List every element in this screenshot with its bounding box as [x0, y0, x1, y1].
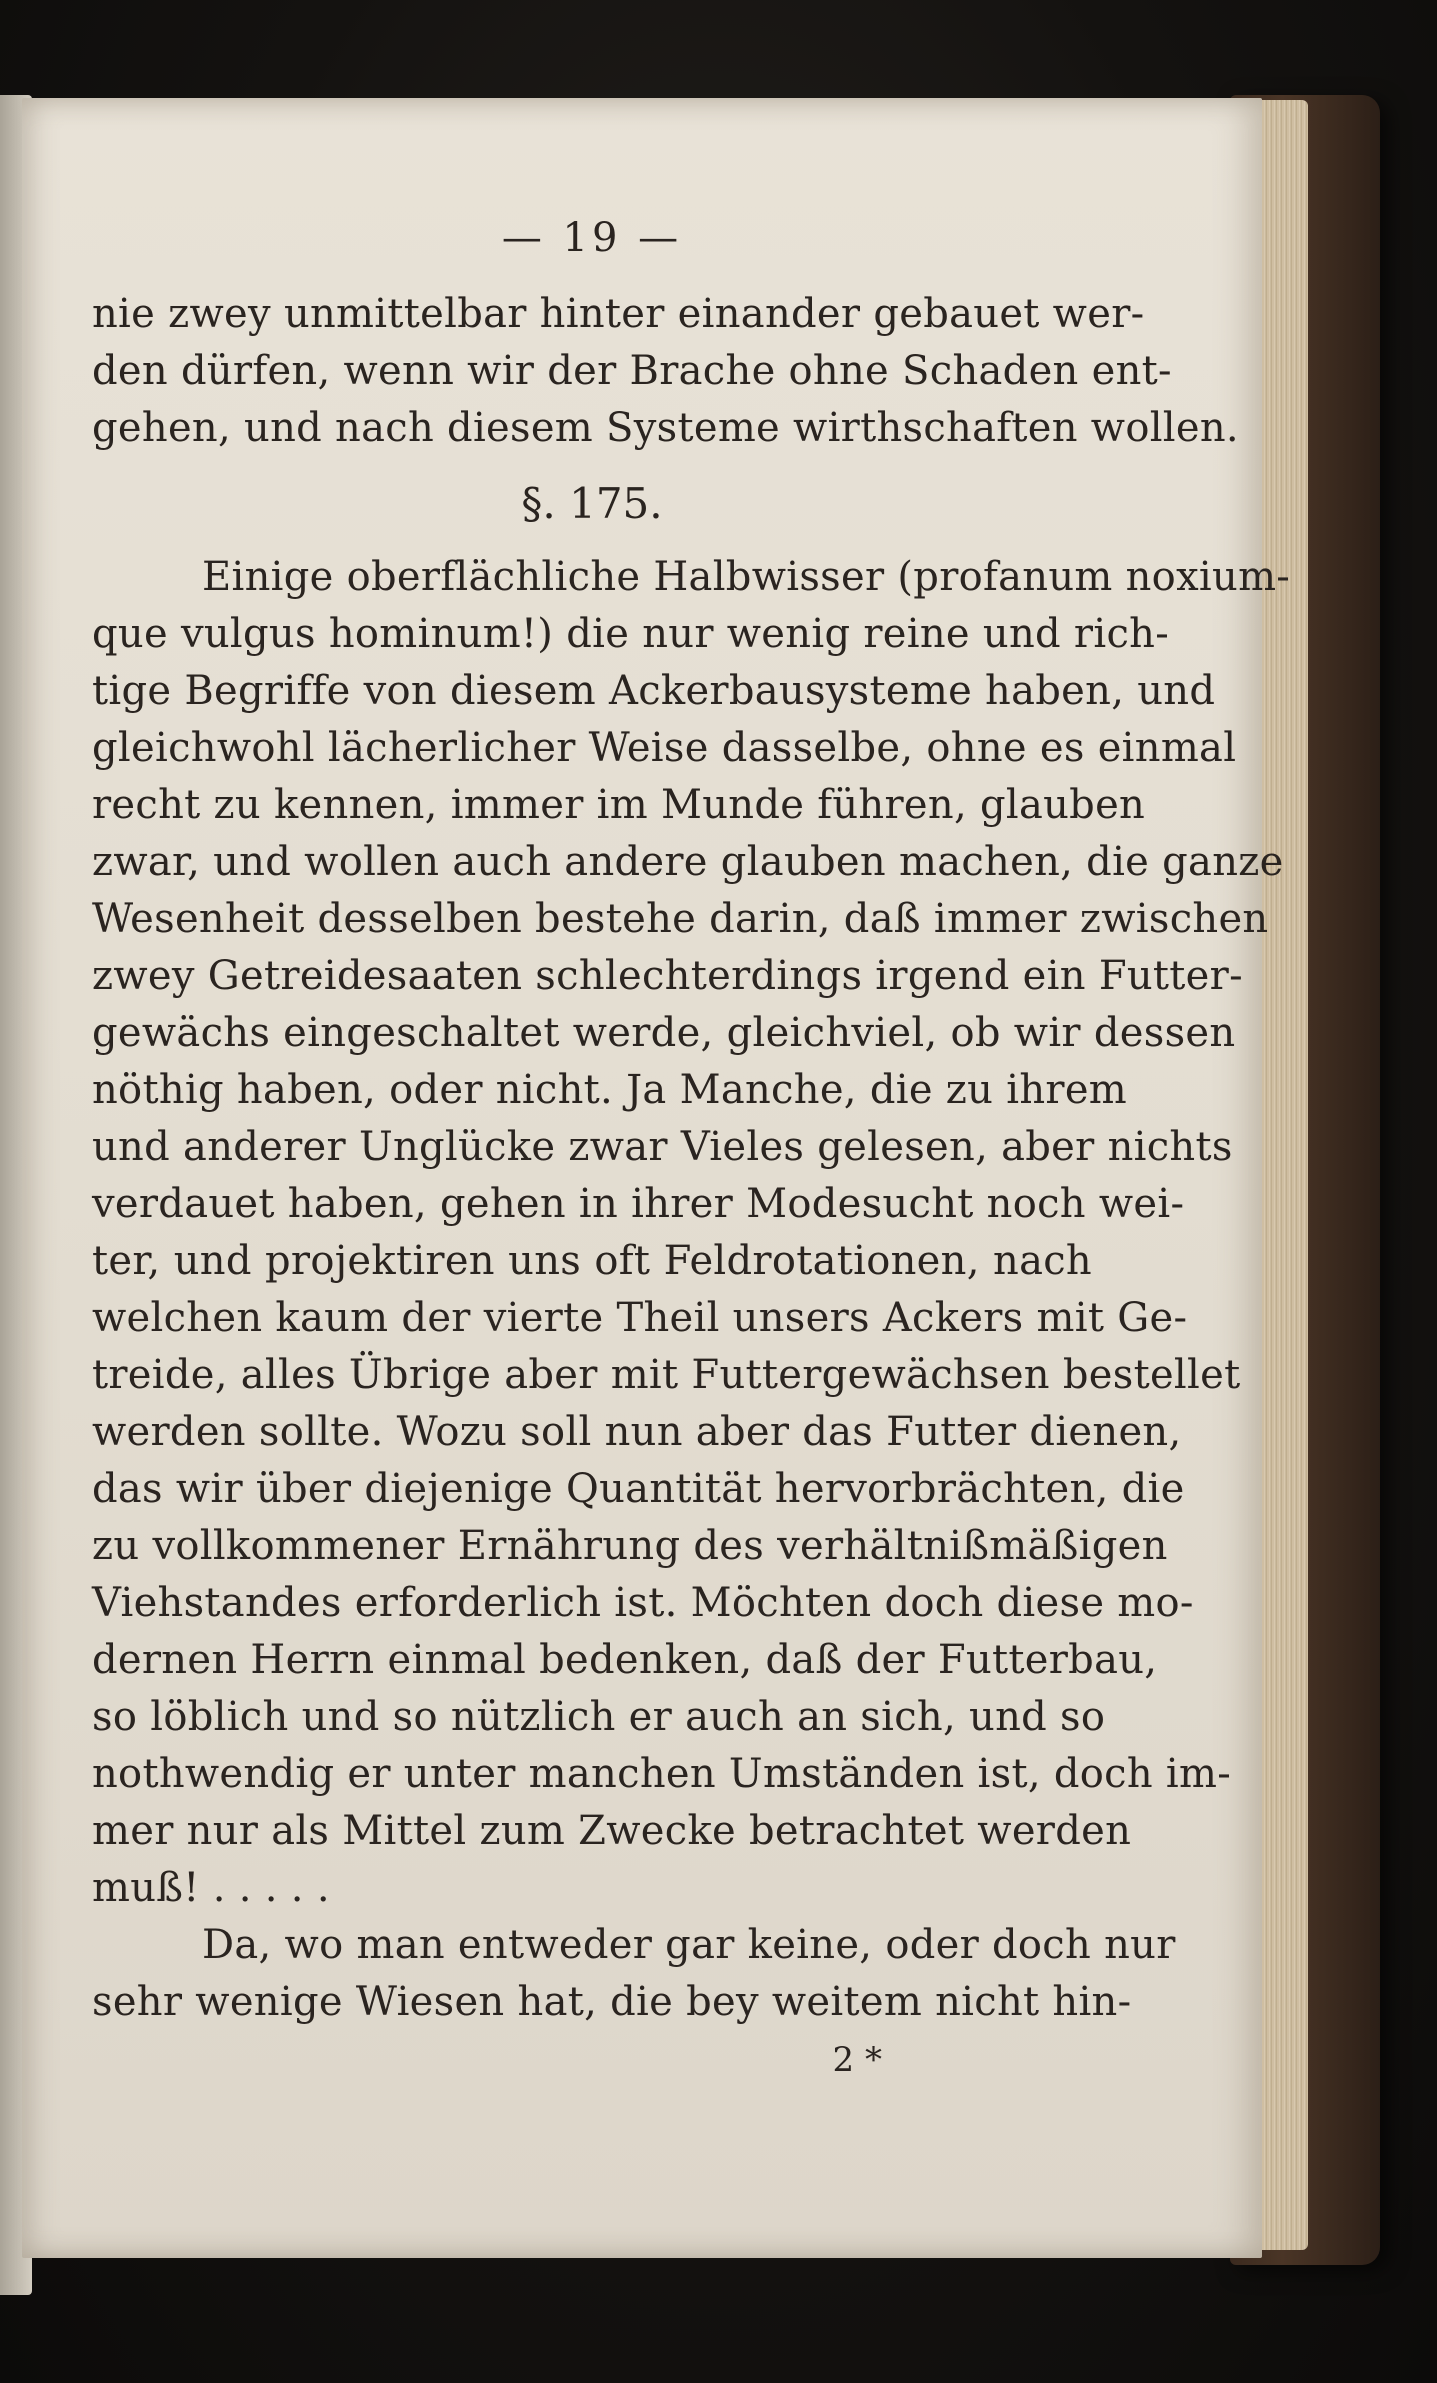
text-line: treide, alles Übrige aber mit Futtergewächsen bestellet	[92, 1352, 1241, 1398]
continued-paragraph	[92, 286, 1239, 457]
text-line: zu vollkommener Ernährung des verhältnißmäßigen	[92, 1523, 1168, 1569]
text-line: sehr wenige Wiesen hat, die bey weitem nicht hin-	[92, 1979, 1132, 2025]
text-line: recht zu kennen, immer im Munde führen, glauben	[92, 782, 1146, 828]
text-line: gleichwohl lächerlicher Weise dasselbe, ohne es einmal	[92, 725, 1237, 771]
text-line: gewächs eingeschaltet werde, gleichviel, ob wir dessen	[92, 1010, 1236, 1056]
book-page	[22, 98, 1291, 2258]
text-line: nothwendig er unter manchen Umständen ist, doch im-	[92, 1751, 1232, 1797]
text-line: zwey Getreidesaaten schlechterdings irgend ein Futter-	[92, 953, 1243, 999]
paragraph-1	[92, 549, 1291, 1917]
page-text	[92, 208, 1291, 2085]
text-line: Viehstandes erforderlich ist. Möchten doch diese mo-	[92, 1580, 1194, 1626]
text-line: muß! . . . . .	[92, 1865, 330, 1911]
text-line: que vulgus hominum!) die nur wenig reine und rich-	[92, 611, 1170, 657]
signature-mark: 2 *	[832, 2040, 882, 2080]
text-line: tige Begriffe von diesem Ackerbausysteme haben, und	[92, 668, 1216, 714]
text-line: den dürfen, wenn wir der Brache ohne Schaden ent-	[92, 348, 1172, 394]
text-line: welchen kaum der vierte Theil unsers Ackers mit Ge-	[92, 1295, 1188, 1341]
section-heading: §. 175.	[521, 479, 663, 528]
text-line: Wesenheit desselben bestehe darin, daß immer zwischen	[92, 896, 1269, 942]
text-line: so löblich und so nützlich er auch an sich, und so	[92, 1694, 1106, 1740]
text-line: Da, wo man entweder gar keine, oder doch nur	[202, 1922, 1176, 1968]
text-line: verdauet haben, gehen in ihrer Modesucht noch wei-	[92, 1181, 1185, 1227]
text-line: dernen Herrn einmal bedenken, daß der Futterbau,	[92, 1637, 1158, 1683]
text-line: ter, und projektiren uns oft Feldrotationen, nach	[92, 1238, 1092, 1284]
text-line: zwar, und wollen auch andere glauben machen, die ganze	[92, 839, 1284, 885]
text-line: und anderer Unglücke zwar Vieles gelesen, aber nichts	[92, 1124, 1233, 1170]
text-line: mer nur als Mittel zum Zwecke betrachtet werden	[92, 1808, 1132, 1854]
text-line: nöthig haben, oder nicht. Ja Manche, die zu ihrem	[92, 1067, 1128, 1113]
running-head: — 19 —	[501, 215, 683, 261]
text-line: das wir über diejenige Quantität hervorbrächten, die	[92, 1466, 1185, 1512]
text-line: gehen, und nach diesem Systeme wirthschaften wollen.	[92, 405, 1239, 451]
paragraph-2	[92, 1917, 1176, 2031]
text-line: nie zwey unmittelbar hinter einander gebauet wer-	[92, 291, 1145, 337]
text-line: werden sollte. Wozu soll nun aber das Futter dienen,	[92, 1409, 1182, 1455]
text-line: Einige oberflächliche Halbwisser (profanum noxium-	[202, 554, 1291, 600]
